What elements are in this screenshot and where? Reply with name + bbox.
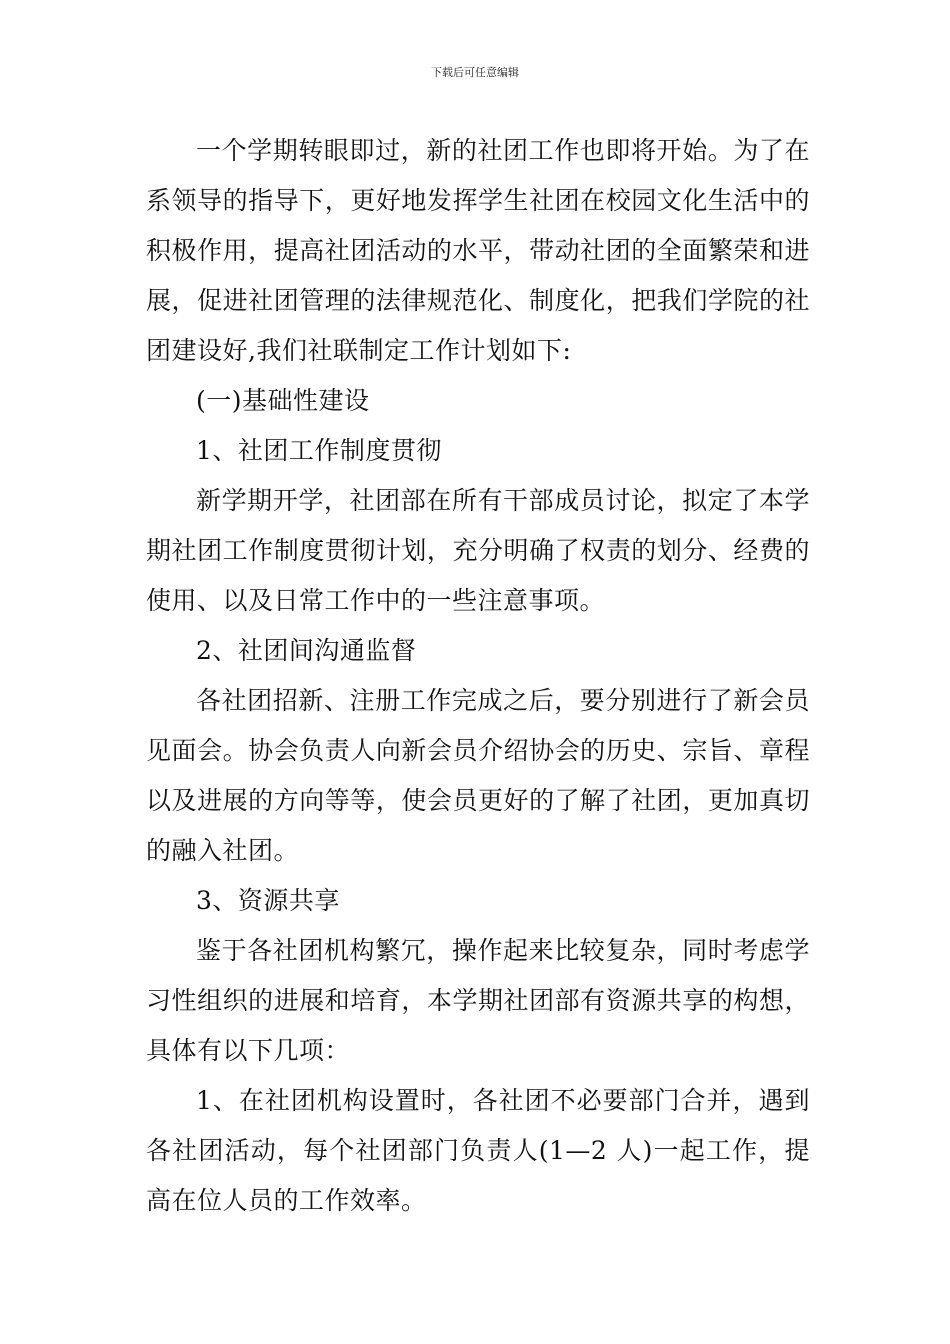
- sub-item-paragraph-merge-departments: 1、在社团机构设置时，各社团不必要部门合并，遇到各社团活动，每个社团部门负责人(1—2 人)一起工作，提高在位人员的工作效率。: [146, 1086, 810, 1215]
- item-paragraph-communication-supervision: 各社团招新、注册工作完成之后，要分别进行了新会员见面会。协会负责人向新会员介绍协会的历史、宗旨、章程以及进展的方向等等，使会员更好的了解了社团，更加真切的融入社团。: [146, 686, 810, 865]
- item-heading-system-implementation: 1、社团工作制度贯彻: [196, 436, 442, 465]
- item-paragraph-system-implementation: 新学期开学，社团部在所有干部成员讨论，拟定了本学期社团工作制度贯彻计划，充分明确了权责的划分、经费的使用、以及日常工作中的一些注意事项。: [146, 486, 810, 615]
- page-header-note: 下载后可任意编辑: [431, 66, 519, 79]
- intro-paragraph: 一个学期转眼即过，新的社团工作也即将开始。为了在系领导的指导下，更好地发挥学生社团在校园文化生活中的积极作用，提高社团活动的水平，带动社团的全面繁荣和进展，促进社团管理的法律规范化、制度化，把我们学院的社团建设好,我们社联制定工作计划如下:: [146, 136, 810, 365]
- item-heading-resource-sharing: 3、资源共享: [196, 886, 340, 915]
- document-body: [146, 126, 810, 1226]
- item-heading-communication-supervision: 2、社团间沟通监督: [196, 636, 417, 665]
- item-paragraph-resource-sharing: 鉴于各社团机构繁冗，操作起来比较复杂，同时考虑学习性组织的进展和培育，本学期社团部有资源共享的构想，具体有以下几项：: [146, 936, 810, 1065]
- section-heading-basic-construction: (一)基础性建设: [196, 386, 370, 415]
